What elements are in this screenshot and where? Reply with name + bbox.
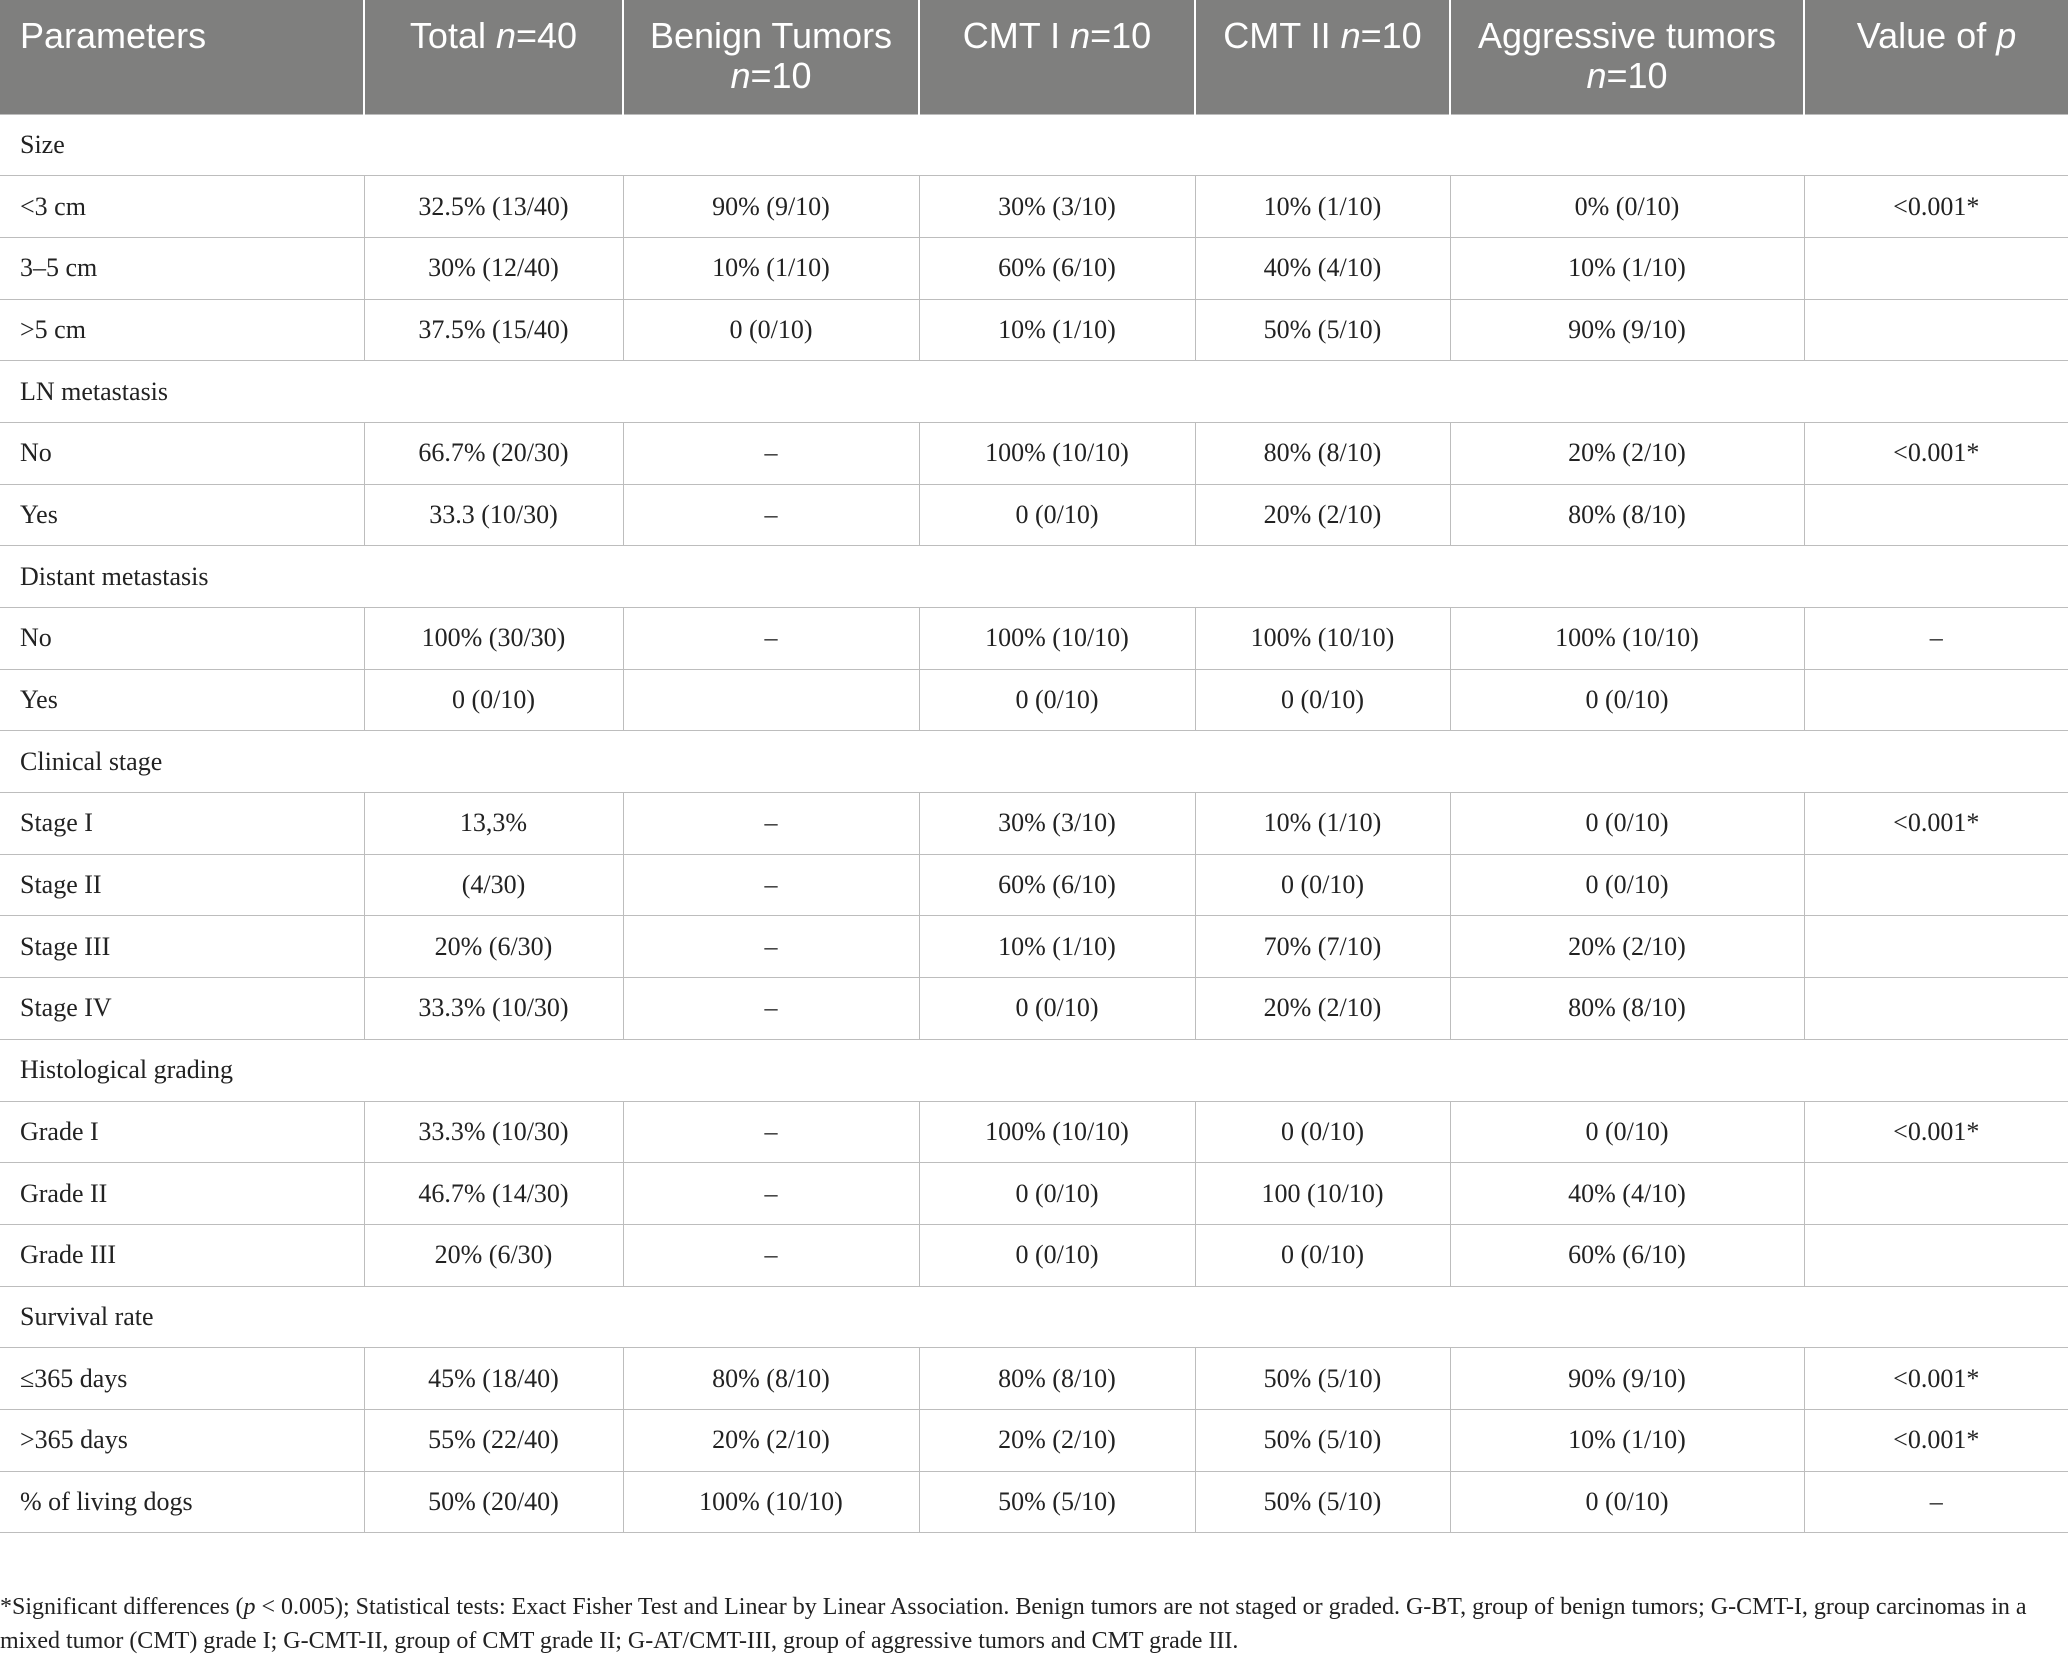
table-row bbox=[0, 669, 2068, 731]
cell-cmt-1: 50% (5/10) bbox=[919, 1471, 1195, 1533]
cell-cmt-1: 100% (10/10) bbox=[919, 608, 1195, 670]
cell-total: 66.7% (20/30) bbox=[364, 422, 623, 484]
table-row bbox=[0, 916, 2068, 978]
cell-p-value: <0.001* bbox=[1804, 793, 2068, 855]
cell-benign: – bbox=[623, 1163, 919, 1225]
cell-total: 46.7% (14/30) bbox=[364, 1163, 623, 1225]
header-parameters: Parameters bbox=[0, 0, 364, 114]
cell-cmt-2: 0 (0/10) bbox=[1195, 669, 1450, 731]
cell-aggressive: 20% (2/10) bbox=[1450, 916, 1804, 978]
header-cmt-1: CMT I n=10 bbox=[919, 0, 1195, 114]
row-label: Yes bbox=[0, 669, 364, 731]
row-label: <3 cm bbox=[0, 176, 364, 238]
row-label: ≤365 days bbox=[0, 1348, 364, 1410]
cell-total: 33.3 (10/30) bbox=[364, 484, 623, 546]
row-label: 3–5 cm bbox=[0, 237, 364, 299]
table-row bbox=[0, 1101, 2068, 1163]
section-label: Histological grading bbox=[0, 1039, 2068, 1101]
cell-total: 37.5% (15/40) bbox=[364, 299, 623, 361]
table-row bbox=[0, 608, 2068, 670]
cell-aggressive: 0 (0/10) bbox=[1450, 1101, 1804, 1163]
header-cmt-2: CMT II n=10 bbox=[1195, 0, 1450, 114]
cell-cmt-2: 0 (0/10) bbox=[1195, 854, 1450, 916]
cell-aggressive: 20% (2/10) bbox=[1450, 422, 1804, 484]
cell-benign: 90% (9/10) bbox=[623, 176, 919, 238]
table-row bbox=[0, 422, 2068, 484]
cell-benign: – bbox=[623, 793, 919, 855]
section-row bbox=[0, 361, 2068, 423]
cell-cmt-2: 0 (0/10) bbox=[1195, 1224, 1450, 1286]
cell-cmt-2: 20% (2/10) bbox=[1195, 484, 1450, 546]
cell-aggressive: 0 (0/10) bbox=[1450, 854, 1804, 916]
cell-aggressive: 0 (0/10) bbox=[1450, 669, 1804, 731]
cell-p-value: <0.001* bbox=[1804, 176, 2068, 238]
cell-total: 20% (6/30) bbox=[364, 916, 623, 978]
cell-p-value bbox=[1804, 1224, 2068, 1286]
cell-cmt-1: 10% (1/10) bbox=[919, 916, 1195, 978]
cell-benign: – bbox=[623, 1224, 919, 1286]
row-label: Stage III bbox=[0, 916, 364, 978]
row-label: Yes bbox=[0, 484, 364, 546]
cell-total: 100% (30/30) bbox=[364, 608, 623, 670]
cell-aggressive: 0% (0/10) bbox=[1450, 176, 1804, 238]
cell-p-value: – bbox=[1804, 608, 2068, 670]
cell-p-value bbox=[1804, 669, 2068, 731]
cell-p-value bbox=[1804, 854, 2068, 916]
section-row bbox=[0, 731, 2068, 793]
cell-cmt-2: 50% (5/10) bbox=[1195, 299, 1450, 361]
cell-cmt-1: 0 (0/10) bbox=[919, 1163, 1195, 1225]
table-body bbox=[0, 114, 2068, 1533]
cell-cmt-1: 80% (8/10) bbox=[919, 1348, 1195, 1410]
cell-cmt-1: 30% (3/10) bbox=[919, 793, 1195, 855]
cell-p-value bbox=[1804, 978, 2068, 1040]
cell-cmt-1: 0 (0/10) bbox=[919, 1224, 1195, 1286]
cell-total: 33.3% (10/30) bbox=[364, 978, 623, 1040]
cell-cmt-2: 40% (4/10) bbox=[1195, 237, 1450, 299]
cell-p-value: <0.001* bbox=[1804, 422, 2068, 484]
cell-benign: – bbox=[623, 1101, 919, 1163]
cell-cmt-1: 30% (3/10) bbox=[919, 176, 1195, 238]
table-footnote: *Significant differences (p < 0.005); Statistical tests: Exact Fisher Test and Linear by Linear Association. Benign tumors are not staged or graded. G-BT, group of benign tumors; G-CMT-I, group carcinomas in a mixed tumor (CMT) grade I; G-CMT-II, group of CMT grade II; G-AT/CMT-III, group of aggressive tumors and CMT grade III. bbox=[0, 1594, 2027, 1654]
cell-benign: – bbox=[623, 608, 919, 670]
table-row bbox=[0, 484, 2068, 546]
cell-aggressive: 10% (1/10) bbox=[1450, 237, 1804, 299]
cell-cmt-2: 50% (5/10) bbox=[1195, 1471, 1450, 1533]
cell-cmt-1: 10% (1/10) bbox=[919, 299, 1195, 361]
cell-p-value: – bbox=[1804, 1471, 2068, 1533]
cell-cmt-1: 0 (0/10) bbox=[919, 669, 1195, 731]
row-label: Stage IV bbox=[0, 978, 364, 1040]
cell-total: 32.5% (13/40) bbox=[364, 176, 623, 238]
header-aggressive: Aggressive tumors n=10 bbox=[1450, 0, 1804, 114]
cell-cmt-2: 10% (1/10) bbox=[1195, 793, 1450, 855]
cell-cmt-1: 60% (6/10) bbox=[919, 854, 1195, 916]
cell-p-value bbox=[1804, 916, 2068, 978]
table-row bbox=[0, 1348, 2068, 1410]
cell-total: 13,3% bbox=[364, 793, 623, 855]
cell-total: 45% (18/40) bbox=[364, 1348, 623, 1410]
cell-cmt-1: 100% (10/10) bbox=[919, 422, 1195, 484]
cell-benign: – bbox=[623, 854, 919, 916]
cell-cmt-2: 70% (7/10) bbox=[1195, 916, 1450, 978]
cell-cmt-1: 60% (6/10) bbox=[919, 237, 1195, 299]
section-label: Distant metastasis bbox=[0, 546, 2068, 608]
table-row bbox=[0, 1471, 2068, 1533]
cell-benign bbox=[623, 669, 919, 731]
table-row bbox=[0, 1409, 2068, 1471]
cell-aggressive: 60% (6/10) bbox=[1450, 1224, 1804, 1286]
table-row bbox=[0, 854, 2068, 916]
row-label: No bbox=[0, 422, 364, 484]
cell-cmt-1: 20% (2/10) bbox=[919, 1409, 1195, 1471]
header-p-value: Value of p bbox=[1804, 0, 2068, 114]
section-label: LN metastasis bbox=[0, 361, 2068, 423]
table-row bbox=[0, 978, 2068, 1040]
section-label: Clinical stage bbox=[0, 731, 2068, 793]
cell-p-value bbox=[1804, 237, 2068, 299]
cell-p-value: <0.001* bbox=[1804, 1409, 2068, 1471]
cell-total: 0 (0/10) bbox=[364, 669, 623, 731]
cell-cmt-1: 100% (10/10) bbox=[919, 1101, 1195, 1163]
table-row bbox=[0, 237, 2068, 299]
row-label: >365 days bbox=[0, 1409, 364, 1471]
row-label: Stage II bbox=[0, 854, 364, 916]
cell-p-value: <0.001* bbox=[1804, 1348, 2068, 1410]
cell-aggressive: 90% (9/10) bbox=[1450, 1348, 1804, 1410]
section-row bbox=[0, 1286, 2068, 1348]
section-row bbox=[0, 114, 2068, 176]
table-row bbox=[0, 1163, 2068, 1225]
cell-p-value bbox=[1804, 299, 2068, 361]
cell-aggressive: 40% (4/10) bbox=[1450, 1163, 1804, 1225]
cell-cmt-2: 10% (1/10) bbox=[1195, 176, 1450, 238]
cell-total: 55% (22/40) bbox=[364, 1409, 623, 1471]
header-total: Total n=40 bbox=[364, 0, 623, 114]
cell-benign: 80% (8/10) bbox=[623, 1348, 919, 1410]
cell-aggressive: 90% (9/10) bbox=[1450, 299, 1804, 361]
cell-benign: – bbox=[623, 916, 919, 978]
cell-total: 33.3% (10/30) bbox=[364, 1101, 623, 1163]
section-row bbox=[0, 1039, 2068, 1101]
cell-p-value: <0.001* bbox=[1804, 1101, 2068, 1163]
table-row bbox=[0, 793, 2068, 855]
cell-total: 20% (6/30) bbox=[364, 1224, 623, 1286]
cell-benign: 20% (2/10) bbox=[623, 1409, 919, 1471]
cell-aggressive: 0 (0/10) bbox=[1450, 793, 1804, 855]
cell-cmt-2: 100% (10/10) bbox=[1195, 608, 1450, 670]
cell-cmt-2: 80% (8/10) bbox=[1195, 422, 1450, 484]
cell-benign: – bbox=[623, 978, 919, 1040]
cell-aggressive: 10% (1/10) bbox=[1450, 1409, 1804, 1471]
cell-cmt-2: 50% (5/10) bbox=[1195, 1409, 1450, 1471]
cell-benign: 100% (10/10) bbox=[623, 1471, 919, 1533]
row-label: Grade I bbox=[0, 1101, 364, 1163]
cell-aggressive: 100% (10/10) bbox=[1450, 608, 1804, 670]
section-label: Size bbox=[0, 114, 2068, 176]
cell-cmt-2: 0 (0/10) bbox=[1195, 1101, 1450, 1163]
table-row bbox=[0, 176, 2068, 238]
cell-aggressive: 80% (8/10) bbox=[1450, 484, 1804, 546]
cell-benign: 0 (0/10) bbox=[623, 299, 919, 361]
cell-cmt-2: 100 (10/10) bbox=[1195, 1163, 1450, 1225]
cell-cmt-2: 20% (2/10) bbox=[1195, 978, 1450, 1040]
cell-aggressive: 80% (8/10) bbox=[1450, 978, 1804, 1040]
row-label: Grade III bbox=[0, 1224, 364, 1286]
cell-total: (4/30) bbox=[364, 854, 623, 916]
header-row bbox=[0, 0, 2068, 114]
cell-aggressive: 0 (0/10) bbox=[1450, 1471, 1804, 1533]
cell-cmt-1: 0 (0/10) bbox=[919, 484, 1195, 546]
section-label: Survival rate bbox=[0, 1286, 2068, 1348]
row-label: No bbox=[0, 608, 364, 670]
row-label: >5 cm bbox=[0, 299, 364, 361]
cell-p-value bbox=[1804, 484, 2068, 546]
cell-cmt-2: 50% (5/10) bbox=[1195, 1348, 1450, 1410]
table-row bbox=[0, 1224, 2068, 1286]
cell-benign: 10% (1/10) bbox=[623, 237, 919, 299]
row-label: Stage I bbox=[0, 793, 364, 855]
cell-benign: – bbox=[623, 484, 919, 546]
row-label: Grade II bbox=[0, 1163, 364, 1225]
cell-total: 50% (20/40) bbox=[364, 1471, 623, 1533]
cell-cmt-1: 0 (0/10) bbox=[919, 978, 1195, 1040]
table-row bbox=[0, 299, 2068, 361]
header-benign: Benign Tumors n=10 bbox=[623, 0, 919, 114]
cell-p-value bbox=[1804, 1163, 2068, 1225]
cell-total: 30% (12/40) bbox=[364, 237, 623, 299]
cell-benign: – bbox=[623, 422, 919, 484]
section-row bbox=[0, 546, 2068, 608]
row-label: % of living dogs bbox=[0, 1471, 364, 1533]
